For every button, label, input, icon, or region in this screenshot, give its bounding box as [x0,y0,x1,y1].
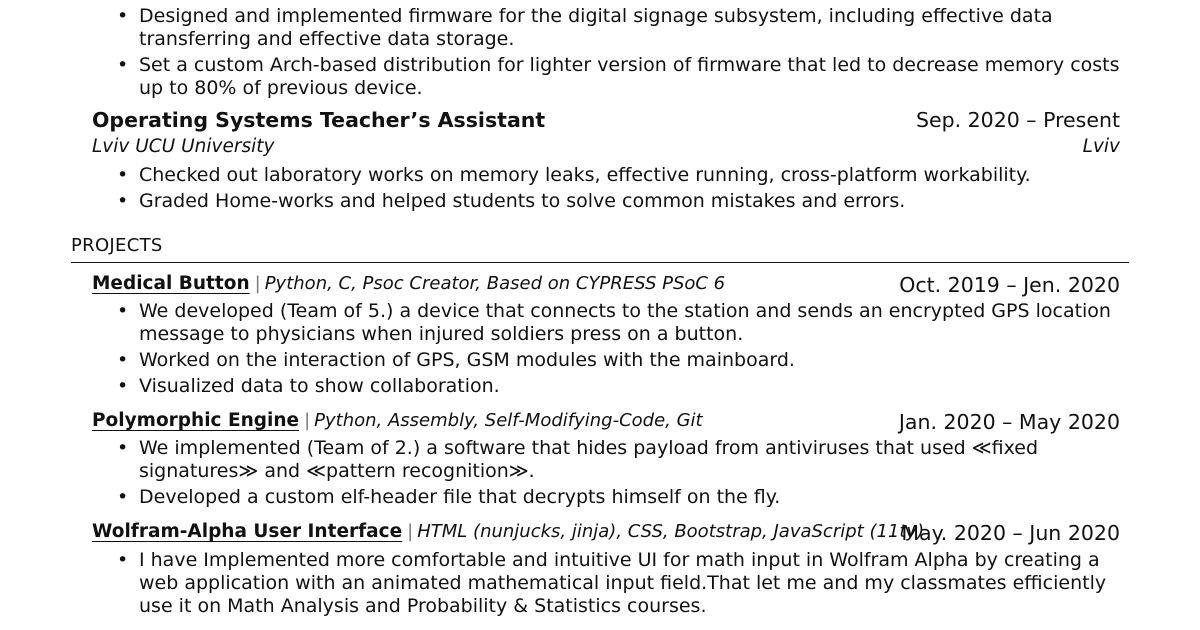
project-name: Polymorphic Engine [92,410,300,431]
bullet-dot: • [117,5,129,27]
bullet-text: Checked out laboratory works on memory leaks, effective running, cross-platform workability. [139,164,1031,186]
section-divider [71,262,1129,263]
bullet-item [112,375,1132,398]
bullet-dot: • [117,54,129,76]
firmware-bullet-list [112,5,1132,100]
project-title-line [92,410,703,431]
bullet-dot: • [117,164,129,186]
bullet-text: Developed a custom elf-header file that decrypts himself on the fly. [139,486,781,508]
bullet-text: I have Implemented more comfortable and intuitive UI for math input in Wolfram Alpha by creating a web application with an animated mathematical input field.That let me and my classmates efficiently use it on Math Analysis and Probability & Statistics courses. [139,549,1107,617]
project-title-line [92,273,725,294]
bullet-dot: • [117,300,129,322]
bullet-item [112,164,1132,187]
project-tech: HTML (nunjucks, jinja), CSS, Bootstrap, JavaScript (11ty) [417,521,925,542]
bullet-text: We developed (Team of 5.) a device that connects to the station and sends an encrypted GPS location message to physicians when injured soldiers press on a button. [139,300,1111,345]
organization: Lviv UCU University [92,136,275,157]
project-title-line [92,521,924,542]
job-title: Operating Systems Teacher’s Assistant [92,108,546,132]
project-header-wolfram-alpha-ui [92,521,1120,549]
medical-button-bullet-list [112,300,1132,398]
bullet-dot: • [117,375,129,397]
job-date: Sep. 2020 – Present [915,108,1120,132]
wolfram-alpha-bullet-list [112,549,1132,618]
location: Lviv [1082,136,1120,157]
project-date: Oct. 2019 – Jen. 2020 [899,273,1120,297]
bullet-item [112,437,1132,483]
bullet-text: Set a custom Arch-based distribution for lighter version of firmware that led to decrease memory costs up to 80% of previous device. [139,54,1120,99]
project-header-medical-button [92,273,1120,301]
ta-bullet-list [112,164,1132,213]
bullet-item [112,549,1132,618]
bullet-dot: • [117,486,129,508]
bullet-dot: • [117,549,129,571]
ta-entry-subheader [92,136,1120,160]
bullet-item [112,300,1132,346]
separator: | [407,521,414,542]
bullet-item [112,5,1132,51]
project-date: May. 2020 – Jun 2020 [901,521,1120,545]
project-date: Jan. 2020 – May 2020 [898,410,1120,434]
project-header-polymorphic-engine [92,410,1120,438]
bullet-text: Worked on the interaction of GPS, GSM modules with the mainboard. [139,349,795,371]
project-tech: Python, Assembly, Self-Modifying-Code, Git [314,410,703,431]
projects-section-title: PROJECTS [71,235,163,256]
project-tech: Python, C, Psoc Creator, Based on CYPRESS PSoC 6 [264,273,726,294]
bullet-dot: • [117,349,129,371]
bullet-item [112,190,1132,213]
bullet-text: We implemented (Team of 2.) a software that hides payload from antiviruses that used ≪fixed signatures≫ and ≪pattern recognition≫. [139,437,1039,482]
bullet-text: Graded Home-works and helped students to solve common mistakes and errors. [139,190,906,212]
bullet-item [112,349,1132,372]
bullet-text: Visualized data to show collaboration. [139,375,500,397]
bullet-dot: • [117,190,129,212]
bullet-text: Designed and implemented firmware for the digital signage subsystem, including effective data transferring and effective data storage. [139,5,1053,50]
project-name: Medical Button [92,273,250,294]
separator: | [304,410,311,431]
project-name: Wolfram-Alpha User Interface [92,521,403,542]
polymorphic-engine-bullet-list [112,437,1132,509]
ta-entry-header [92,108,1120,136]
bullet-dot: • [117,437,129,459]
separator: | [254,273,261,294]
bullet-item [112,486,1132,509]
bullet-item [112,54,1132,100]
